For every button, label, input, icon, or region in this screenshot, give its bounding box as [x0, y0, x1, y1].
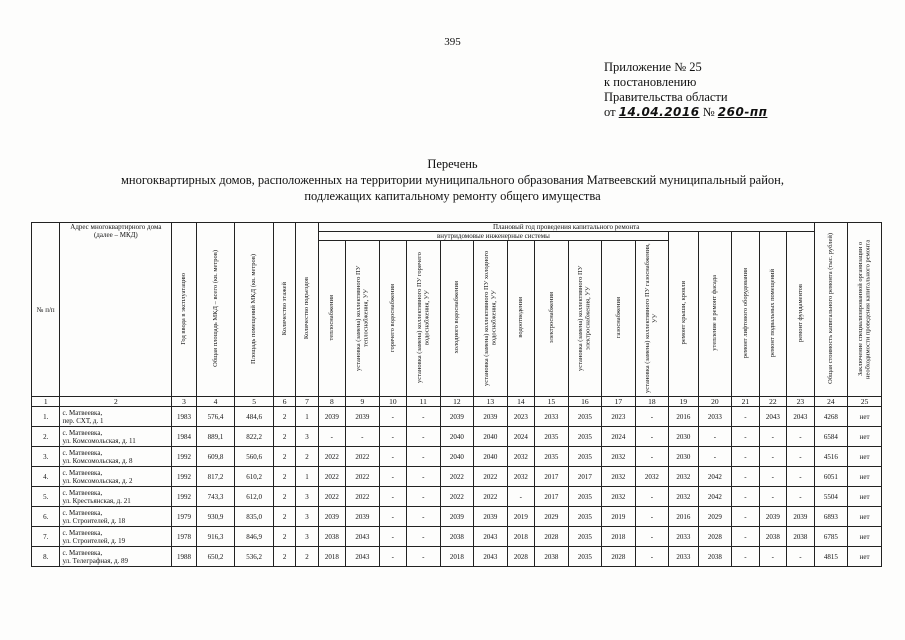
table-cell: 743,3 — [196, 487, 235, 507]
table-cell: - — [635, 427, 669, 447]
column-number-row — [32, 397, 882, 407]
column-number: 5 — [235, 397, 274, 407]
table-cell: 2033 — [669, 547, 698, 567]
table-cell: 2043 — [346, 527, 380, 547]
table-cell: 2030 — [669, 427, 698, 447]
table-cell: - — [732, 407, 759, 427]
table-cell: 2029 — [698, 507, 732, 527]
table-cell: 2040 — [440, 427, 474, 447]
appendix-line-1: Приложение № 25 — [604, 60, 702, 74]
header-conclusion: Заключение специализированной организации о необходимости проведения капитального ремонта — [848, 223, 882, 397]
title-line-2: многоквартирных домов, расположенных на территории муниципального образования Матвеевский муниципальный район, — [121, 173, 784, 187]
table-cell: - — [635, 507, 669, 527]
table-cell: 2039 — [440, 507, 474, 527]
table-cell: 2019 — [507, 507, 534, 527]
table-row — [32, 427, 882, 447]
table-cell: - — [787, 467, 815, 487]
table-cell: - — [346, 427, 380, 447]
table-cell: 2022 — [474, 487, 508, 507]
table-row — [32, 547, 882, 567]
table-cell: 2028 — [507, 547, 534, 567]
address-line-1: с. Матвеевка, — [62, 468, 103, 477]
column-number: 20 — [698, 397, 732, 407]
table-cell: - — [698, 427, 732, 447]
handwritten-date: 14.04.2016 — [618, 105, 700, 119]
header-premises-area: Площадь помещений МКД (кв. метров) — [235, 223, 274, 397]
table-cell: 2 — [273, 527, 295, 547]
table-cell: - — [732, 487, 759, 507]
table-cell: нет — [848, 507, 882, 527]
address-line-2: ул. Строителей, д. 18 — [62, 516, 126, 525]
table-cell: 2022 — [474, 467, 508, 487]
table-cell: 1979 — [172, 507, 196, 527]
table-row — [32, 527, 882, 547]
table-cell: 6584 — [814, 427, 848, 447]
table-cell: 2022 — [346, 467, 380, 487]
table-cell: нет — [848, 527, 882, 547]
table-cell: 2022 — [346, 447, 380, 467]
table-cell: - — [635, 487, 669, 507]
header-engineering: внутридомовые инженерные системы — [318, 232, 669, 241]
table-cell: 2040 — [474, 427, 508, 447]
table-cell: 2 — [273, 407, 295, 427]
address-cell — [60, 487, 172, 507]
table-cell: 2039 — [474, 507, 508, 527]
table-cell: - — [698, 447, 732, 467]
row-number: 7. — [32, 527, 60, 547]
address-line-1: с. Матвеевка, — [62, 508, 103, 517]
table-cell: 3 — [296, 527, 318, 547]
table-row — [32, 467, 882, 487]
header-year-built: Год ввода в эксплуатацию — [172, 223, 196, 397]
table-cell: 2018 — [318, 547, 345, 567]
table-cell: 1 — [296, 467, 318, 487]
header-electric: электроснабжения — [535, 241, 569, 397]
table-cell: 2022 — [440, 487, 474, 507]
repair-table — [31, 222, 882, 567]
header-roof: ремонт крыши, кровли — [669, 232, 698, 397]
table-cell: нет — [848, 467, 882, 487]
table-cell: 610,2 — [235, 467, 274, 487]
table-cell: 2017 — [535, 467, 569, 487]
table-cell: - — [379, 507, 406, 527]
header-total-area: Общая площадь МКД – всего (кв. метров) — [196, 223, 235, 397]
column-number: 17 — [602, 397, 636, 407]
table-cell: 2 — [273, 427, 295, 447]
table-cell: - — [732, 547, 759, 567]
table-cell: 560,6 — [235, 447, 274, 467]
table-cell: 2035 — [535, 427, 569, 447]
address-line-2: ул. Комсомольская, д. 2 — [62, 476, 133, 485]
header-facade: утепление и ремонт фасада — [698, 232, 732, 397]
table-cell: - — [407, 527, 441, 547]
table-cell: 930,9 — [196, 507, 235, 527]
table-cell: - — [379, 467, 406, 487]
table-cell: 2017 — [535, 487, 569, 507]
table-cell: 2024 — [602, 427, 636, 447]
header-entrances: Количество подъездов — [296, 223, 318, 397]
table-cell: 2042 — [698, 467, 732, 487]
column-number: 7 — [296, 397, 318, 407]
address-cell — [60, 447, 172, 467]
table-cell: - — [759, 487, 786, 507]
table-cell: - — [379, 447, 406, 467]
table-cell: - — [732, 527, 759, 547]
header-num: № п/п — [32, 223, 60, 397]
date-prefix: от — [604, 105, 616, 119]
table-cell: 2 — [273, 507, 295, 527]
table-cell: 3 — [296, 507, 318, 527]
table-cell: - — [732, 507, 759, 527]
column-number: 3 — [172, 397, 196, 407]
appendix-line-2: к постановлению — [604, 75, 697, 89]
table-cell: 2038 — [759, 527, 786, 547]
table-cell: 2 — [273, 447, 295, 467]
row-number: 8. — [32, 547, 60, 567]
table-cell: 2 — [273, 487, 295, 507]
header-heat-meter: установка (замена) коллективного ПУ теплоснабжения, УУ — [346, 241, 380, 397]
table-row — [32, 447, 882, 467]
table-cell: 2016 — [669, 407, 698, 427]
table-cell: 1992 — [172, 487, 196, 507]
table-cell: 2040 — [474, 447, 508, 467]
table-cell: 2024 — [507, 427, 534, 447]
table-cell: нет — [848, 487, 882, 507]
table-row — [32, 507, 882, 527]
number-sign: № — [702, 105, 715, 119]
table-cell: 6893 — [814, 507, 848, 527]
table-cell: - — [407, 547, 441, 567]
table-cell: 2038 — [787, 527, 815, 547]
table-cell: нет — [848, 407, 882, 427]
table-cell: 835,0 — [235, 507, 274, 527]
column-number: 11 — [407, 397, 441, 407]
table-cell: - — [407, 407, 441, 427]
table-cell: - — [407, 487, 441, 507]
table-cell: 2022 — [318, 467, 345, 487]
table-cell: нет — [848, 447, 882, 467]
column-number: 13 — [474, 397, 508, 407]
header-planned-year: Плановый год проведения капитального ремонта — [318, 223, 814, 232]
table-row — [32, 487, 882, 507]
column-number: 6 — [273, 397, 295, 407]
table-cell: 2033 — [535, 407, 569, 427]
table-cell: 2028 — [602, 547, 636, 567]
row-number: 2. — [32, 427, 60, 447]
column-number: 24 — [814, 397, 848, 407]
column-number: 14 — [507, 397, 534, 407]
column-number: 19 — [669, 397, 698, 407]
table-cell: нет — [848, 547, 882, 567]
table-cell: 1983 — [172, 407, 196, 427]
table-cell: 1992 — [172, 447, 196, 467]
table-cell: 2033 — [698, 407, 732, 427]
table-cell: 2038 — [698, 547, 732, 567]
table-cell: - — [379, 407, 406, 427]
address-line-1: с. Матвеевка, — [62, 488, 103, 497]
table-cell: 2032 — [602, 487, 636, 507]
column-number: 15 — [535, 397, 569, 407]
table-cell: - — [635, 527, 669, 547]
table-cell: 2033 — [669, 527, 698, 547]
title-line-1: Перечень — [427, 157, 478, 171]
column-number: 1 — [32, 397, 60, 407]
table-cell: 2043 — [474, 527, 508, 547]
header-heat: теплоснабжения — [318, 241, 345, 397]
table-cell: - — [379, 547, 406, 567]
table-cell: 3 — [296, 427, 318, 447]
table-cell: 2032 — [602, 467, 636, 487]
table-cell: - — [759, 447, 786, 467]
table-cell: 2043 — [787, 407, 815, 427]
table-cell: 2018 — [507, 527, 534, 547]
table-cell: 2039 — [346, 407, 380, 427]
table-cell: 916,3 — [196, 527, 235, 547]
table-cell: - — [507, 487, 534, 507]
address-line-2: пер. СХТ, д. 1 — [62, 416, 104, 425]
address-cell — [60, 547, 172, 567]
header-drainage: водоотведения — [507, 241, 534, 397]
table-cell: 822,2 — [235, 427, 274, 447]
table-cell: 817,2 — [196, 467, 235, 487]
table-cell: 889,1 — [196, 427, 235, 447]
table-cell: - — [732, 447, 759, 467]
table-cell: 4268 — [814, 407, 848, 427]
appendix-line-4 — [604, 105, 767, 120]
address-cell — [60, 427, 172, 447]
column-number: 21 — [732, 397, 759, 407]
table-cell: 4815 — [814, 547, 848, 567]
table-cell: 2035 — [568, 407, 602, 427]
address-line-1: с. Матвеевка, — [62, 528, 103, 537]
table-cell: - — [407, 507, 441, 527]
appendix-line-3: Правительства области — [604, 90, 728, 104]
table-cell: 2040 — [440, 447, 474, 467]
row-number: 1. — [32, 407, 60, 427]
appendix-block — [604, 60, 767, 120]
address-line-1: с. Матвеевка, — [62, 448, 103, 457]
table-cell: 2016 — [669, 507, 698, 527]
row-number: 6. — [32, 507, 60, 527]
table-cell: - — [787, 487, 815, 507]
handwritten-number: 260-пп — [717, 105, 768, 119]
header-gas: газоснабжения — [602, 241, 636, 397]
row-number: 3. — [32, 447, 60, 467]
table-cell: 2022 — [318, 447, 345, 467]
table-cell: 2 — [273, 547, 295, 567]
table-cell: 2017 — [568, 467, 602, 487]
table-cell: 5504 — [814, 487, 848, 507]
table-cell: 2039 — [787, 507, 815, 527]
table-cell: 846,9 — [235, 527, 274, 547]
table-cell: 2035 — [535, 447, 569, 467]
table-cell: 1984 — [172, 427, 196, 447]
table-cell: 2039 — [474, 407, 508, 427]
table-cell: 2 — [296, 547, 318, 567]
table-row — [32, 407, 882, 427]
table-cell: 2035 — [568, 447, 602, 467]
table-cell: 4516 — [814, 447, 848, 467]
table-cell: 576,4 — [196, 407, 235, 427]
address-line-2: ул. Телеграфная, д. 89 — [62, 556, 129, 565]
table-cell: 1992 — [172, 467, 196, 487]
table-cell: 2029 — [535, 507, 569, 527]
header-hot-water-meter: установка (замена) коллективного ПУ горячего водоснабжения, УУ — [407, 241, 441, 397]
column-number: 8 — [318, 397, 345, 407]
header-cold-water-meter: установка (замена) коллективного ПУ холодного водоснабжения, УУ — [474, 241, 508, 397]
column-number: 22 — [759, 397, 786, 407]
table-cell: - — [379, 527, 406, 547]
table-cell: 2032 — [507, 467, 534, 487]
table-cell: 2035 — [568, 527, 602, 547]
table-cell: 2023 — [507, 407, 534, 427]
table-cell: 484,6 — [235, 407, 274, 427]
table-cell: - — [732, 427, 759, 447]
table-cell: 2019 — [602, 507, 636, 527]
address-line-1: с. Матвеевка, — [62, 408, 103, 417]
header-floors: Количество этажей — [273, 223, 295, 397]
table-cell: 2043 — [759, 407, 786, 427]
column-number: 25 — [848, 397, 882, 407]
table-cell: 6051 — [814, 467, 848, 487]
table-cell: 2039 — [318, 507, 345, 527]
column-number: 16 — [568, 397, 602, 407]
column-number: 18 — [635, 397, 669, 407]
header-elevator: ремонт лифтового оборудования — [732, 232, 759, 397]
table-cell: - — [759, 467, 786, 487]
table-cell: 650,2 — [196, 547, 235, 567]
address-line-2: ул. Строителей, д. 19 — [62, 536, 126, 545]
row-number: 5. — [32, 487, 60, 507]
column-number: 9 — [346, 397, 380, 407]
table-cell: 2022 — [346, 487, 380, 507]
address-line-2: ул. Комсомольская, д. 8 — [62, 456, 133, 465]
table-cell: - — [635, 547, 669, 567]
table-cell: 612,0 — [235, 487, 274, 507]
table-cell: 2030 — [669, 447, 698, 467]
table-cell: - — [759, 427, 786, 447]
table-cell: 2038 — [318, 527, 345, 547]
header-hot-water: горячего водоснабжения — [379, 241, 406, 397]
table-cell: 3 — [296, 487, 318, 507]
table-cell: 2028 — [535, 527, 569, 547]
table-cell: 2038 — [440, 527, 474, 547]
table-cell: - — [379, 487, 406, 507]
table-cell: 2043 — [474, 547, 508, 567]
header-gas-meter: установка (замена) коллективного ПУ газоснабжения, УУ — [635, 241, 669, 397]
table-cell: 2035 — [568, 547, 602, 567]
table-cell: - — [787, 447, 815, 467]
table-cell: 2035 — [568, 487, 602, 507]
table-cell: - — [635, 447, 669, 467]
table-cell: 1988 — [172, 547, 196, 567]
header-electric-meter: установка (замена) коллективного ПУ электроснабжения, УУ — [568, 241, 602, 397]
table-cell: 609,8 — [196, 447, 235, 467]
table-cell: 2022 — [440, 467, 474, 487]
header-foundation: ремонт фундаментов — [787, 232, 815, 397]
address-cell — [60, 507, 172, 527]
table-cell: 2 — [273, 467, 295, 487]
address-line-1: с. Матвеевка, — [62, 428, 103, 437]
column-number: 2 — [60, 397, 172, 407]
table-cell: 2042 — [698, 487, 732, 507]
page-number: 395 — [444, 36, 461, 48]
table-cell: 2035 — [568, 507, 602, 527]
table-cell: 2039 — [440, 407, 474, 427]
table-cell: 6785 — [814, 527, 848, 547]
table-cell: 2032 — [602, 447, 636, 467]
table-cell: 2032 — [635, 467, 669, 487]
table-cell: 2023 — [602, 407, 636, 427]
title-line-3: подлежащих капитальному ремонту общего имущества — [304, 189, 601, 203]
address-cell — [60, 407, 172, 427]
table-cell: - — [635, 407, 669, 427]
table-cell: 2039 — [318, 407, 345, 427]
table-cell: - — [407, 447, 441, 467]
address-line-2: ул. Комсомольская, д. 11 — [62, 436, 136, 445]
table-cell: - — [407, 467, 441, 487]
column-number: 23 — [787, 397, 815, 407]
table-cell: - — [759, 547, 786, 567]
table-cell: 2039 — [759, 507, 786, 527]
header-cold-water: холодного водоснабжения — [440, 241, 474, 397]
header-basement: ремонт подвальных помещений — [759, 232, 786, 397]
table-cell: 2038 — [535, 547, 569, 567]
table-cell: 1 — [296, 407, 318, 427]
address-cell — [60, 467, 172, 487]
address-line-2: ул. Крестьянская, д. 21 — [62, 496, 131, 505]
table-cell: 2032 — [669, 487, 698, 507]
table-cell: 2022 — [318, 487, 345, 507]
header-total-cost: Общая стоимость капитального ремонта (тыс. рублей) — [814, 223, 848, 397]
address-line-1: с. Матвеевка, — [62, 548, 103, 557]
document-title — [0, 156, 905, 204]
table-cell: - — [379, 427, 406, 447]
table-cell: 536,2 — [235, 547, 274, 567]
table-cell: 2028 — [698, 527, 732, 547]
table-cell: 2032 — [669, 467, 698, 487]
table-cell: 2018 — [602, 527, 636, 547]
table-cell: нет — [848, 427, 882, 447]
column-number: 12 — [440, 397, 474, 407]
table-cell: - — [318, 427, 345, 447]
column-number: 10 — [379, 397, 406, 407]
table-cell: 2035 — [568, 427, 602, 447]
header-address: Адрес многоквартирного дома (далее – МКД) — [60, 223, 172, 397]
table-cell: 2043 — [346, 547, 380, 567]
table-cell: 2039 — [346, 507, 380, 527]
table-cell: - — [787, 547, 815, 567]
table-cell: 2032 — [507, 447, 534, 467]
table-cell: 2 — [296, 447, 318, 467]
table-cell: - — [407, 427, 441, 447]
column-number: 4 — [196, 397, 235, 407]
table-cell: - — [732, 467, 759, 487]
table-cell: 2018 — [440, 547, 474, 567]
table-cell: - — [787, 427, 815, 447]
address-cell — [60, 527, 172, 547]
row-number: 4. — [32, 467, 60, 487]
table-cell: 1978 — [172, 527, 196, 547]
